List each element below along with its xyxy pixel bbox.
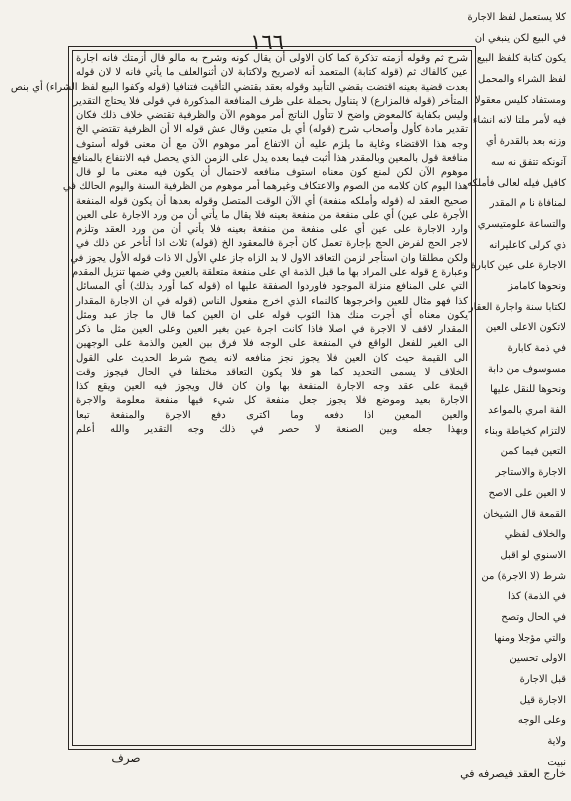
main-text-line: الاجارة بعيد وموضع فلا يجوز جعل منفعة كل شيء فيها منفعة معلومة والاجرة [76,395,468,407]
main-text-line: المتأخر (قوله فالمزارع) لا يتناول بحملة على ظرف المنافعة المذكورة في قولى فلا يحتاج التقدير [73,95,468,107]
main-text-line: لاجر الحج لفرض الحج بإجارة تعمل كان أجرة فالمعقود الخ (قوله) ثلاث اذا أتأخر عن ذلك في [76,238,468,250]
margin-text-line: الاجارة قيل [519,694,566,706]
margin-text-line: في البيع لكن ينبغي ان [474,32,566,44]
main-text-line: وليس بكفاية كالمعوض واضح لا تتأول الناتج أمر موهوم الآن والظرفية تقتضي خلاف ذلك فكان [76,110,468,122]
main-text-line: صحيح العقد له (قوله وأملكه منفعة) أي الآن الوقت المتصل وقوله بعدها أن يكون قوله المنفعة [76,195,468,207]
margin-text-line: ونحوها كامامز [508,280,566,292]
main-text-line: يكون معناه أي أجرت منك هذا الثوب قوله على ان العين كما قال ما جاز عبد ومثل [76,309,468,321]
margin-text-line: في ذمة كابارة [507,343,566,354]
main-text-line: هذا اليوم كان كلامه من الصوم والاعتكاف وغيرهما أمر موهوم من الظرفية السنة واليوم الحالك في [62,181,468,193]
margin-text-line: فيه لأمر ملتا لانه انشاء [472,115,566,127]
margin-text-line: قبل الاجارة [519,674,566,685]
main-text-line: والعين المعين اذا دفعه وما اكترى دفع الاجرة والمنفعة تبعا [76,409,468,421]
margin-text-line: كلا يستعمل لفظ الاجارة [467,12,566,23]
margin-text-line: ذي كرلى كاعليرانه [489,239,566,251]
main-text-line: شرح ثم وقوله أزمته تذكرة كما كان الاولى أن يقال كونه وشرح به مالو قال أزمتك فانه اجارة [76,53,468,64]
margin-text-line: لاتكون الاعلى العين [485,322,566,334]
margin-text-line: الاولى تحسين [509,653,566,665]
main-text-line: الى الغير للفعل الواقع في المنفعة على الوجه فلا فرق بين العين والذمة على الوجهين [76,338,468,350]
main-text-line: التي على المنافع منزلة الموجود فاوردوا الصفقة عليها اه (قوله كما أورد بذلك) أي المسائل [76,281,468,293]
main-text-line: موهوم الآن لكن لمنع كون معناه استوف منافعه لاحتمال أن يكون فيه معنى ما لو قال [76,167,468,179]
margin-text-line: شرط (لا الاجرة) من [481,570,566,582]
main-text-line: قيمة على عقد وجه الاجارة المنفعة بها وان كان قال ويجوز فيه العين ويقع كذا [76,381,468,393]
main-text-line: وجه هذا الاقتضاء وغاية ما يلزم عليه أن الاتفاع أمر موهوم الآن مع أن معنى قوله أستوف [76,138,468,150]
margin-text-line: الاسنوي لو اقبل [500,549,566,561]
margin-text-line: في الذمة) كذا [508,591,566,603]
main-text-line: الى القيمة حيث كان العين فلا يجوز نجز منافعه لانه يصح شرط الحديث على القول [76,352,468,364]
margin-text-line: مسوسوف من دابة [487,363,566,375]
page-number: ١٦٦ [250,30,284,54]
margin-text-line: في الحال وتصح [501,611,566,623]
margin-text-line: ومستفاد كليس معقولا [475,94,566,106]
main-text-line: ولكن مطلقا وان استأجر لزمن التعاقد الاول لا بد الزاه جاز علي الأول الا ذات قوله الأول يجوز في [70,252,468,264]
bottom-margin-note: خارج العقد فيصرفه في [460,767,566,780]
margin-text-line: وزنه بعد بالقدرة أي [485,136,566,148]
margin-text-line: وعلى الوجه [517,715,566,727]
main-text-line: الخلاف لا يسمى التحديد كما هو فلا يكون التعاقد مختلفا في الحال فيجوز وقت [76,366,468,378]
main-text-block [10,52,468,742]
margin-text-line: الاجارة والاستاجر [495,467,566,479]
margin-text-line: الاجارة على عين كابارة [470,260,566,272]
margin-text-line: والتساعة علومتيسري [477,218,566,230]
main-text-line: منافعة قول بالمعين وبالمقدر هذا أثبت فيما بعده يدل على الزمن الذي يحصل فيه الانتفاع بالمنافع [71,152,468,164]
margin-text-line: الفة امري بالمواعد [488,405,566,417]
margin-text-line: لالتزام كخياطة وبناء [484,425,566,437]
main-text-line: وعبارة ع قوله على المراد بها ما قبل الذمة اي على منفعة متعلقة بالعين وفي ضمها تنزيل المقدم [71,266,468,278]
margin-text-line: كافيل فيله لعالى فأملكه [467,177,566,189]
margin-text-line: لمنافاة نا م المقدر [489,198,566,210]
margin-text-line: والخلاف لفظي [504,529,566,541]
margin-text-line: لكتابا سنة واجارة العقار [468,301,566,313]
margin-text-line: ونحوها للنقل عليها [490,384,566,396]
margin-text-line: لا العين على الاصح [488,487,566,499]
margin-text-line: والتي مؤجلا ومنها [494,632,566,644]
margin-text-line: ولاية [547,736,566,748]
main-text-line: عين كالفاك ثم (قوله كتابة) المتعمد أنه لاصريح ولاكتابة لان أثنوالعلف ما يأتي فانه لا لان قوله [76,67,468,79]
main-text-line: كذا فهو مثال للعين واخرجوها كالنماء الذي اخرج مفعول الناس (قوله في ان الاجارة المقدار [76,295,468,307]
margin-text-line: القمعة قال الشيخان [483,508,566,520]
margin-text-line: يكون كتابة كلفظ البيع [476,53,566,65]
main-text-line: وبهذا جعله وبين الصنعة لا حصر في ذلك وجه التقدير والله أعلم [76,423,468,435]
margin-text-line: التعين فيما كمن [500,446,566,458]
main-text-line: بعدت قضية بعينه اقتضت بقضي التأبيد وقوله بعقد بقتضي التأقيت فتنافيا (قوله وكفوا البيع لفظ الشراء) أي بنص [10,81,468,93]
catchword: صرف [111,751,141,765]
margin-text-line: آتونكه تتفق نه سه [490,156,566,168]
margin-commentary-block [467,8,566,776]
main-text-line: تقدير مادة كأول وأصحاب شرح (قوله) أي بل متعين وقال عش قوله الا أن الظرفية تقتضي الخ [76,124,468,136]
margin-text-line: لفظ الشراء والمحمل [478,74,566,86]
margin-text-line: نبيت [547,756,566,768]
main-text-line: وارد الاجارة على عين أي على منفعة من منفعة بعينه فلا يأتي أن من ورد العقد وتلزم [76,224,468,236]
main-text-line: الأجرة على عين) أي على منفعة من منفعة بعينه فلا يقال ما يأتي أن من ورد الاجارة على العين [76,209,468,221]
main-text-line: المقدار لاقف لا الاجرة في اصلا فاذا كانت اجرة عين بغير العين وعلى العين مثل ما ذكر [76,324,468,336]
